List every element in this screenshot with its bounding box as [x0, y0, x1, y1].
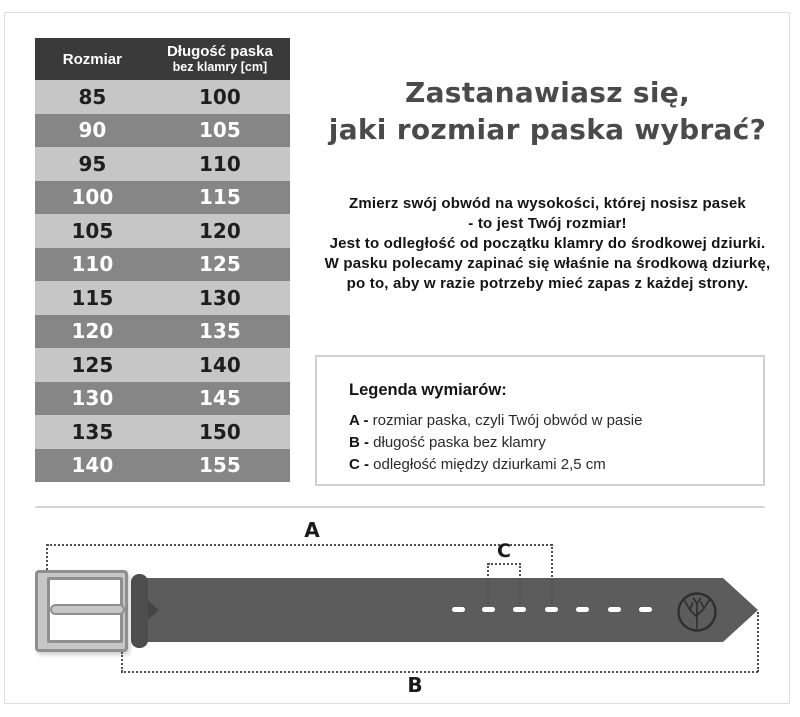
belt-hole-middle	[545, 607, 558, 612]
cell-size: 110	[71, 252, 114, 277]
cell-length: 100	[199, 84, 241, 109]
cell-size: 100	[71, 185, 114, 210]
cell-size: 95	[78, 151, 107, 176]
cell-size: 130	[71, 386, 114, 411]
cell-length: 105	[199, 118, 241, 143]
title-line1: Zastanawiasz się,	[404, 76, 691, 109]
belt-hole	[452, 607, 465, 612]
cell-size: 105	[71, 218, 114, 243]
belt-strap	[133, 578, 758, 642]
legend-text-c: odległość między dziurkami 2,5 cm	[369, 456, 606, 473]
title-line2: jaki rozmiar paska wybrać?	[328, 113, 767, 146]
belt-buckle-pin	[50, 604, 125, 615]
paragraph-line: po to, aby w razie potrzeby mieć zapas z każdej strony.	[346, 275, 749, 292]
dim-c-line	[488, 563, 521, 565]
cell-size: 85	[78, 84, 107, 109]
dim-label-b: B	[407, 673, 423, 697]
dim-a-line	[47, 544, 552, 546]
belt-loop	[131, 574, 148, 648]
cell-length: 145	[199, 386, 241, 411]
dim-c-tick-left	[487, 563, 489, 604]
tree-logo-icon	[676, 591, 718, 633]
header-cell-size: Rozmiar	[62, 50, 122, 68]
cell-length: 120	[199, 218, 241, 243]
cell-length: 155	[199, 453, 241, 478]
cell-size: 135	[71, 419, 114, 444]
dim-a-tick-right	[551, 544, 553, 604]
cell-size: 140	[71, 453, 114, 478]
legend-key-a: A -	[349, 412, 369, 429]
dim-label-c: C	[497, 540, 511, 562]
legend-text-a: rozmiar paska, czyli Twój obwód w pasie	[368, 412, 643, 429]
dim-b-tick-left	[121, 652, 123, 672]
header-length-line1: Długość paska	[166, 43, 273, 61]
cell-size: 125	[71, 352, 114, 377]
cell-length: 150	[199, 419, 241, 444]
legend-key-c: C -	[349, 456, 369, 473]
paragraph-line: W pasku polecamy zapinać się właśnie na środkową dziurkę,	[324, 255, 771, 272]
cell-length: 140	[199, 352, 241, 377]
belt-hole	[513, 607, 526, 612]
cell-size: 115	[71, 285, 114, 310]
paragraph-line: Zmierz swój obwód na wysokości, której nosisz pasek	[349, 195, 746, 212]
cell-length: 115	[199, 185, 241, 210]
legend-key-b: B -	[349, 434, 369, 451]
belt-hole	[608, 607, 621, 612]
dim-a-tick-left	[46, 544, 48, 570]
belt-hole	[576, 607, 589, 612]
dim-b-tick-right	[757, 612, 759, 672]
paragraph-line: Jest to odległość od początku klamry do środkowej dziurki.	[329, 235, 766, 252]
paragraph-line: - to jest Twój rozmiar!	[468, 215, 627, 232]
cell-length: 135	[199, 319, 241, 344]
cell-length: 130	[199, 285, 241, 310]
legend-title: Legenda wymiarów:	[349, 381, 507, 399]
cell-size: 120	[71, 319, 114, 344]
cell-size: 90	[78, 118, 107, 143]
legend-text-b: długość paska bez klamry	[369, 434, 546, 451]
belt-hole	[639, 607, 652, 612]
header-length-line2: bez klamry [cm]	[172, 60, 268, 75]
belt-hole	[482, 607, 495, 612]
cell-length: 125	[199, 252, 241, 277]
dim-label-a: A	[304, 518, 320, 542]
cell-length: 110	[199, 151, 241, 176]
dim-c-tick-right	[519, 563, 521, 604]
